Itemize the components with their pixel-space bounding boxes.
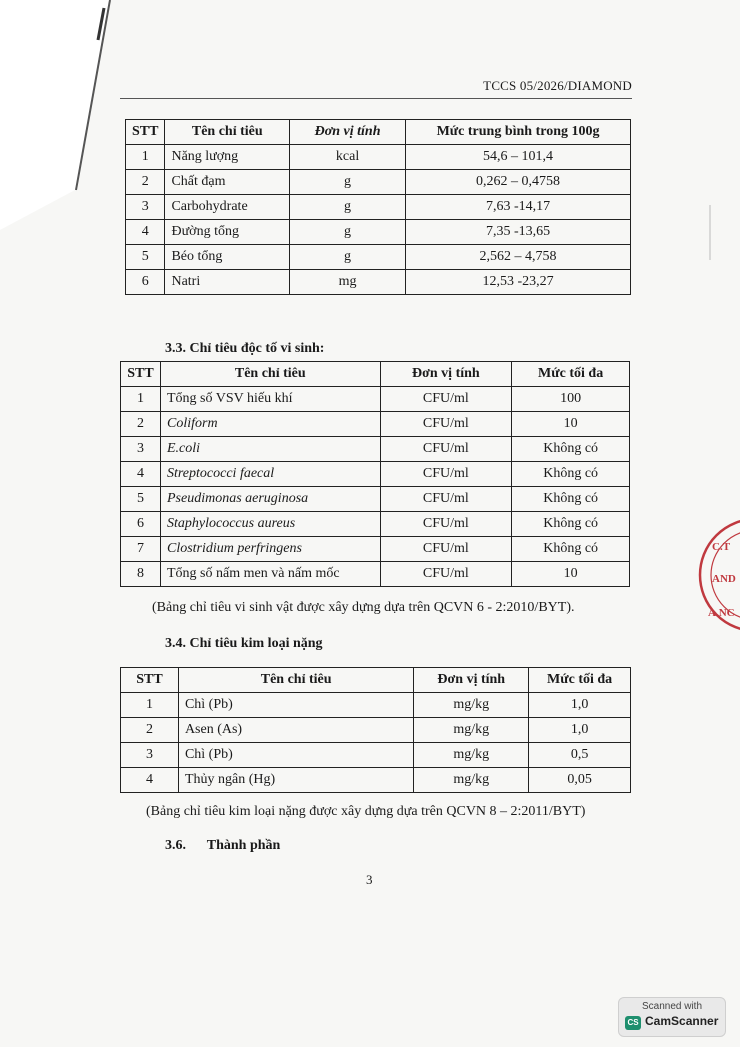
cell-value: 7,35 -13,65 xyxy=(406,220,631,245)
camscanner-logo-icon: CS xyxy=(625,1016,641,1030)
cell-stt: 2 xyxy=(126,170,165,195)
table-row xyxy=(126,195,631,220)
cell-unit: g xyxy=(290,170,406,195)
table-row xyxy=(126,220,631,245)
table-row xyxy=(126,270,631,295)
cell-stt: 4 xyxy=(121,768,179,793)
composition-heading xyxy=(165,838,280,854)
metal-table xyxy=(120,667,631,793)
cell-name: Natri xyxy=(165,270,290,295)
col-header-max: Mức tối đa xyxy=(529,668,631,693)
cell-unit: CFU/ml xyxy=(380,512,512,537)
cell-unit: mg/kg xyxy=(414,718,529,743)
cell-name: Staphylococcus aureus xyxy=(160,512,380,537)
cell-value: Không có xyxy=(512,487,630,512)
micro-table xyxy=(120,361,630,587)
micro-table-note: (Bảng chỉ tiêu vi sinh vật được xây dựng dựa trên QCVN 6 - 2:2010/BYT). xyxy=(152,600,575,615)
cell-value: 10 xyxy=(512,412,630,437)
cell-stt: 1 xyxy=(126,145,165,170)
cell-unit: CFU/ml xyxy=(380,487,512,512)
composition-heading-title: Thành phần xyxy=(206,838,281,853)
cell-name: Tổng số VSV hiếu khí xyxy=(160,387,380,412)
cell-value: Không có xyxy=(512,512,630,537)
cell-value: 7,63 -14,17 xyxy=(406,195,631,220)
col-header-stt: STT xyxy=(126,120,165,145)
cell-value: 10 xyxy=(512,562,630,587)
cell-stt: 7 xyxy=(121,537,161,562)
cell-stt: 6 xyxy=(121,512,161,537)
cell-name: Béo tổng xyxy=(165,245,290,270)
col-header-name: Tên chỉ tiêu xyxy=(160,362,380,387)
col-header-average: Mức trung bình trong 100g xyxy=(406,120,631,145)
cell-unit: CFU/ml xyxy=(380,562,512,587)
table-row xyxy=(121,487,630,512)
col-header-unit: Đơn vị tính xyxy=(290,120,406,145)
cell-name: Asen (As) xyxy=(178,718,413,743)
cell-stt: 5 xyxy=(121,487,161,512)
document-code: TCCS 05/2026/DIAMOND xyxy=(483,78,632,93)
cell-name: Chì (Pb) xyxy=(178,693,413,718)
cell-name: Đường tổng xyxy=(165,220,290,245)
cell-name: Carbohydrate xyxy=(165,195,290,220)
cell-name: Streptococci faecal xyxy=(160,462,380,487)
table-row xyxy=(126,170,631,195)
cell-stt: 4 xyxy=(121,462,161,487)
cell-stt: 3 xyxy=(121,437,161,462)
table-row xyxy=(126,145,631,170)
table-row xyxy=(121,462,630,487)
cell-name: Coliform xyxy=(160,412,380,437)
table-row xyxy=(121,412,630,437)
seal-text-bottom: A.NC xyxy=(708,607,735,619)
cell-stt: 5 xyxy=(126,245,165,270)
cell-stt: 3 xyxy=(126,195,165,220)
col-header-unit: Đơn vị tính xyxy=(414,668,529,693)
cell-value: 2,562 – 4,758 xyxy=(406,245,631,270)
cell-value: 0,05 xyxy=(529,768,631,793)
cell-name: Clostridium perfringens xyxy=(160,537,380,562)
cell-unit: CFU/ml xyxy=(380,387,512,412)
table-row xyxy=(126,245,631,270)
cell-value: Không có xyxy=(512,437,630,462)
cell-unit: CFU/ml xyxy=(380,462,512,487)
cell-unit: mg/kg xyxy=(414,743,529,768)
cell-unit: mg/kg xyxy=(414,768,529,793)
cell-name: Chì (Pb) xyxy=(178,743,413,768)
micro-section-heading: 3.3. Chỉ tiêu độc tố vi sinh: xyxy=(165,341,325,356)
cell-name: Chất đạm xyxy=(165,170,290,195)
seal-text-top: C.T xyxy=(712,541,731,553)
cell-value: 1,0 xyxy=(529,693,631,718)
cell-stt: 1 xyxy=(121,693,179,718)
cell-name: Pseudimonas aeruginosa xyxy=(160,487,380,512)
cell-name: Năng lượng xyxy=(165,145,290,170)
cell-unit: g xyxy=(290,195,406,220)
watermark-brand: CamScanner xyxy=(645,1014,719,1028)
col-header-max: Mức tối đa xyxy=(512,362,630,387)
cell-unit: g xyxy=(290,220,406,245)
cell-value: 100 xyxy=(512,387,630,412)
table-row xyxy=(121,437,630,462)
cell-unit: g xyxy=(290,245,406,270)
header-divider xyxy=(120,98,632,99)
camscanner-watermark xyxy=(618,997,726,1037)
col-header-unit: Đơn vị tính xyxy=(380,362,512,387)
cell-value: 0,262 – 0,4758 xyxy=(406,170,631,195)
cell-stt: 6 xyxy=(126,270,165,295)
table-header-row xyxy=(121,668,631,693)
cell-stt: 4 xyxy=(126,220,165,245)
table-row xyxy=(121,768,631,793)
table-row xyxy=(121,743,631,768)
cell-unit: CFU/ml xyxy=(380,437,512,462)
table-row xyxy=(121,512,630,537)
company-seal xyxy=(694,515,740,635)
cell-value: Không có xyxy=(512,537,630,562)
cell-stt: 2 xyxy=(121,718,179,743)
cell-stt: 1 xyxy=(121,387,161,412)
nutrition-table xyxy=(125,119,631,295)
cell-value: 54,6 – 101,4 xyxy=(406,145,631,170)
cell-unit: CFU/ml xyxy=(380,537,512,562)
table-row xyxy=(121,537,630,562)
composition-heading-number: 3.6. xyxy=(165,838,186,853)
watermark-caption: Scanned with xyxy=(641,1001,703,1012)
table-row xyxy=(121,387,630,412)
cell-value: Không có xyxy=(512,462,630,487)
table-row xyxy=(121,718,631,743)
cell-name: Thủy ngân (Hg) xyxy=(178,768,413,793)
cell-stt: 8 xyxy=(121,562,161,587)
table-row xyxy=(121,562,630,587)
col-header-name: Tên chỉ tiêu xyxy=(165,120,290,145)
seal-text-mid: AND xyxy=(712,573,736,585)
cell-unit: mg/kg xyxy=(414,693,529,718)
cell-value: 0,5 xyxy=(529,743,631,768)
metal-section-heading: 3.4. Chỉ tiêu kim loại nặng xyxy=(165,636,323,651)
cell-stt: 2 xyxy=(121,412,161,437)
cell-name: Tổng số nấm men và nấm mốc xyxy=(160,562,380,587)
cell-unit: mg xyxy=(290,270,406,295)
metal-table-note: (Bảng chỉ tiêu kim loại nặng được xây dựng dựa trên QCVN 8 – 2:2011/BYT) xyxy=(146,804,586,819)
cell-name: E.coli xyxy=(160,437,380,462)
cell-unit: kcal xyxy=(290,145,406,170)
col-header-stt: STT xyxy=(121,668,179,693)
cell-value: 12,53 -23,27 xyxy=(406,270,631,295)
table-header-row xyxy=(121,362,630,387)
cell-value: 1,0 xyxy=(529,718,631,743)
table-header-row xyxy=(126,120,631,145)
col-header-stt: STT xyxy=(121,362,161,387)
page-number: 3 xyxy=(366,872,373,887)
table-row xyxy=(121,693,631,718)
cell-unit: CFU/ml xyxy=(380,412,512,437)
cell-stt: 3 xyxy=(121,743,179,768)
col-header-name: Tên chỉ tiêu xyxy=(178,668,413,693)
